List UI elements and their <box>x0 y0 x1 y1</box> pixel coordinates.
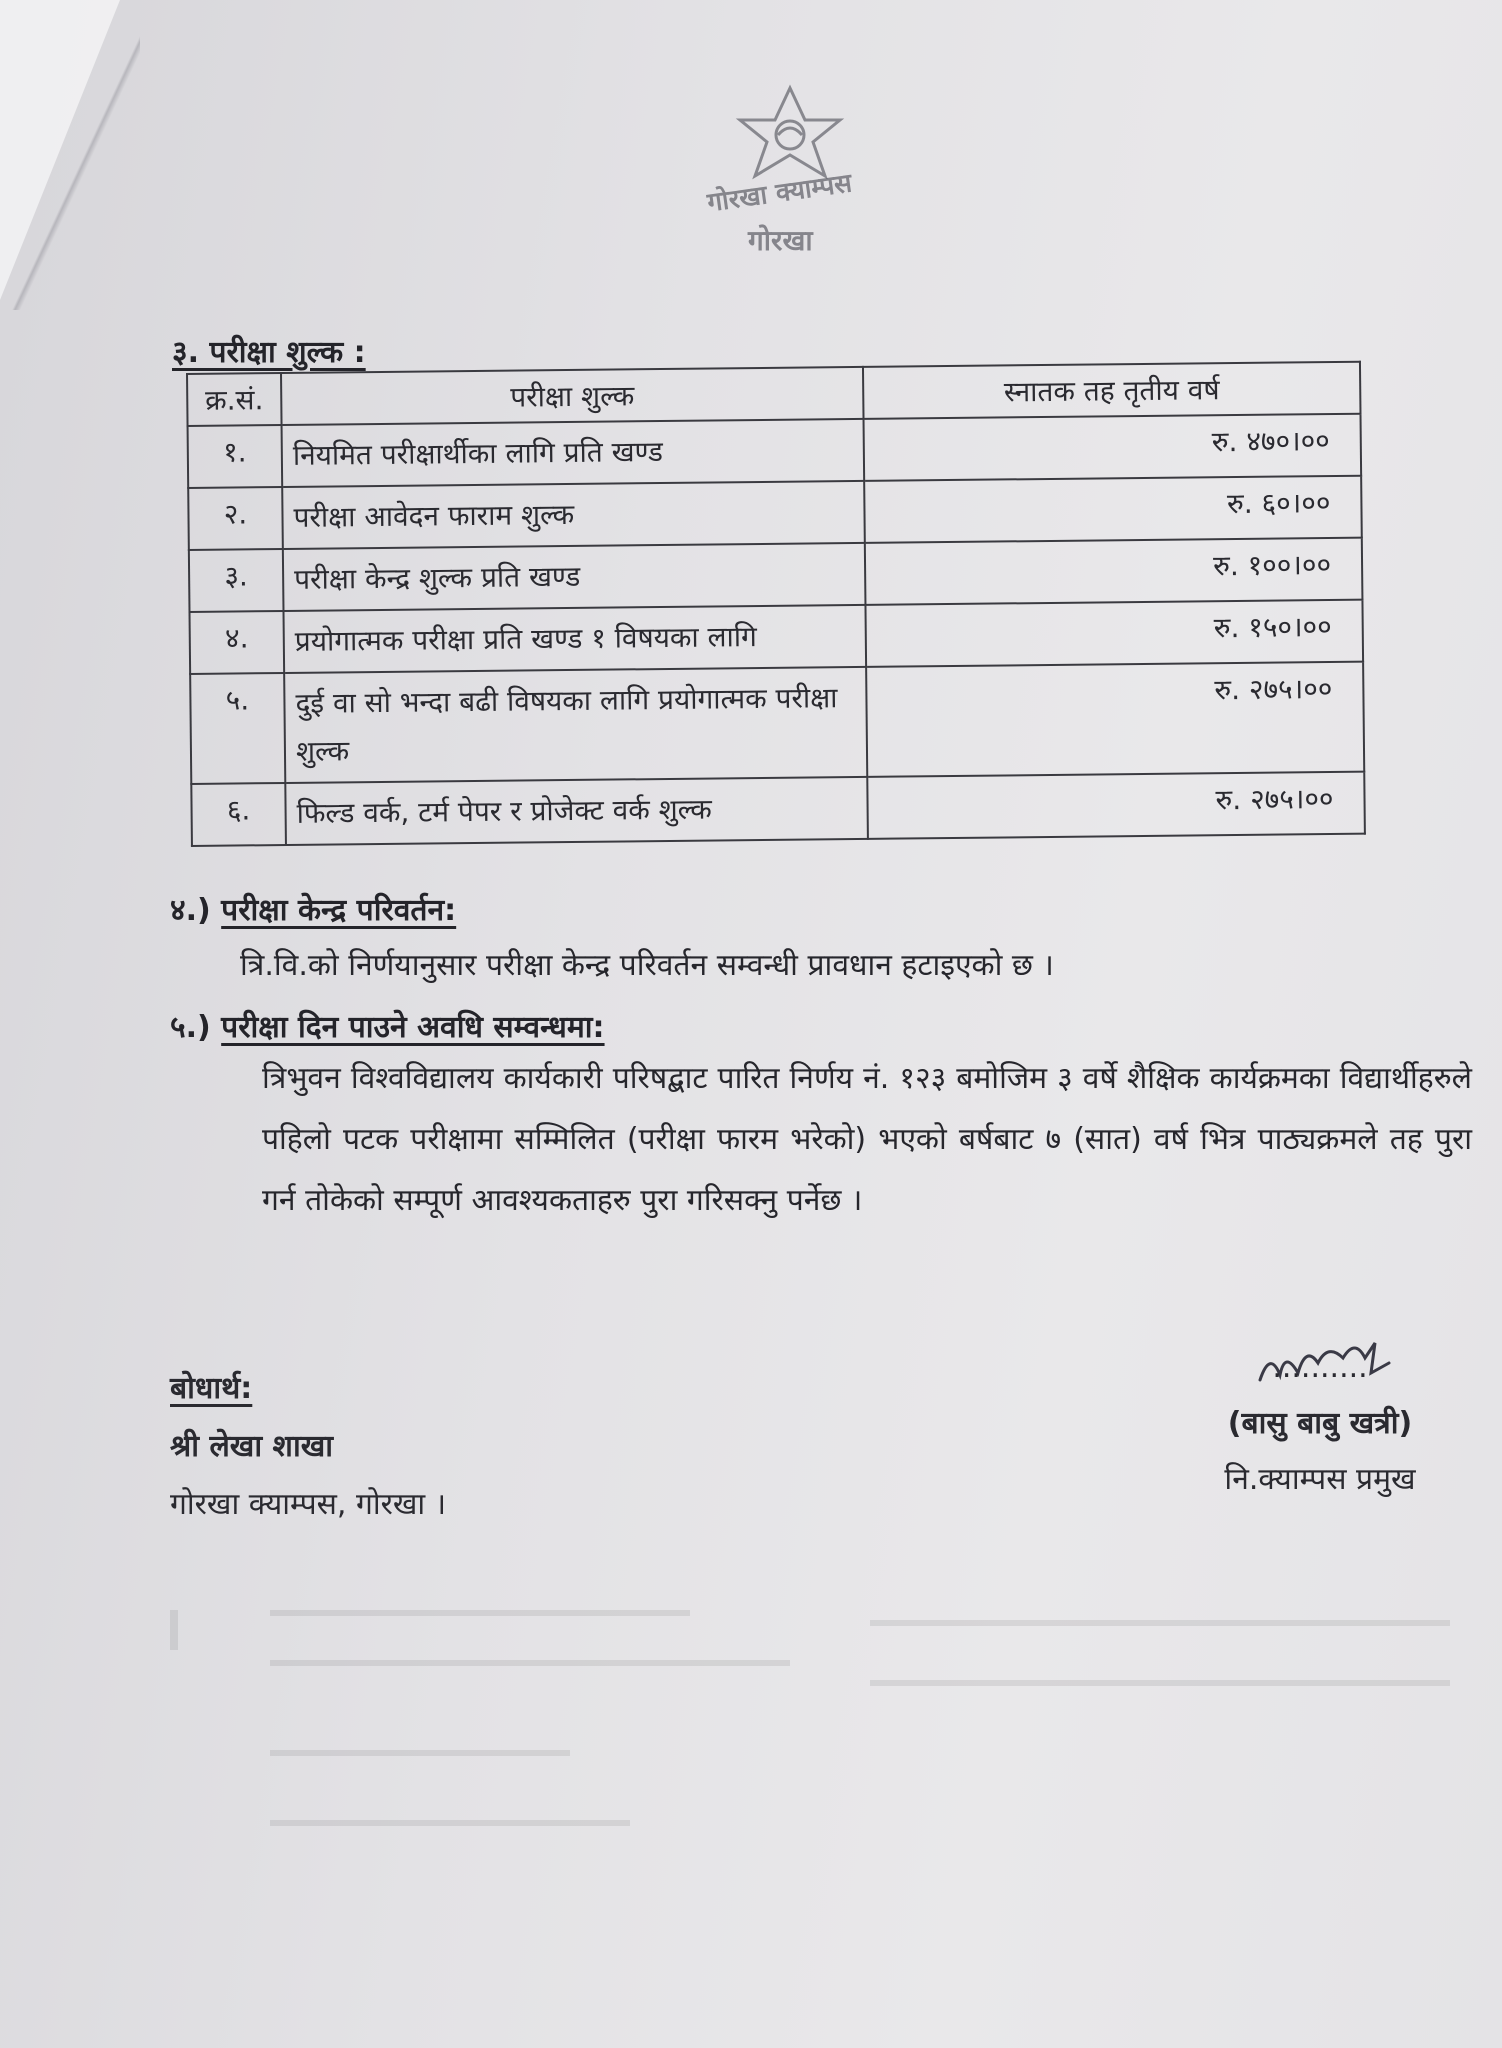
row-amount: रु. २७५।०० <box>866 662 1364 777</box>
row-serial: ४. <box>190 611 285 674</box>
row-serial: ६. <box>191 783 286 846</box>
section-5-title: परीक्षा दिन पाउने अवधि सम्वन्धमा: <box>221 1010 605 1045</box>
row-serial: ५. <box>190 673 285 784</box>
copy-to-block <box>170 1360 446 1534</box>
exam-fee-table <box>186 361 1366 847</box>
bleed-through-texture <box>170 1600 1470 1900</box>
row-serial: १. <box>188 425 283 488</box>
row-description: परीक्षा केन्द्र शुल्क प्रति खण्ड <box>283 543 866 611</box>
campus-seal <box>690 80 890 270</box>
section-4-text: त्रि.वि.को निर्णयानुसार परीक्षा केन्द्र परिवर्तन सम्वन्धी प्रावधान हटाइएको छ । <box>240 948 1054 983</box>
section-4-number: ४.) <box>170 893 211 928</box>
header-year: स्नातक तह तृतीय वर्ष <box>863 362 1361 419</box>
row-description: परीक्षा आवेदन फाराम शुल्क <box>282 481 865 549</box>
copy-to-heading: बोधार्थ: <box>170 1371 253 1406</box>
row-serial: ३. <box>189 549 284 612</box>
svg-text:गोरखा: गोरखा <box>748 224 813 257</box>
section-4-title: परीक्षा केन्द्र परिवर्तन: <box>221 893 457 928</box>
header-serial: क्र.सं. <box>187 373 282 426</box>
section-4-heading <box>170 888 456 929</box>
copy-to-line-2: गोरखा क्याम्पस, गोरखा । <box>170 1487 447 1522</box>
signatory-title: नि.क्याम्पस प्रमुख <box>1224 1462 1416 1497</box>
row-amount: रु. २७५।०० <box>867 772 1365 839</box>
section-5-heading <box>170 1005 605 1046</box>
row-amount: रु. ४७०।०० <box>864 414 1362 481</box>
row-amount: रु. ६०।०० <box>864 476 1362 543</box>
row-description: दुई वा सो भन्दा बढी विषयका लागि प्रयोगात्मक परीक्षा शुल्क <box>284 667 867 783</box>
section-5-text: त्रिभुवन विश्वविद्यालय कार्यकारी परिषद्बाट पारित निर्णय नं. १२३ बमोजिम ३ वर्षे शैक्षिक कार्यक्रमका विद्यार्थीहरुले पहिलो पटक परीक्षामा सम्मिलित (परीक्षा फारम भरेको) भएको बर्षबाट ७ (सात) वर्ष भित्र पाठ्यक्रमले तह पुरा गर्न तोकेको सम्पूर्ण आवश्यकताहरु पुरा गरिसक्नु पर्नेछ । <box>262 1061 1472 1218</box>
section-3-heading: ३. परीक्षा शुल्क : <box>172 335 366 370</box>
page-fold-crease <box>0 0 140 310</box>
row-description: फिल्ड वर्क, टर्म पेपर र प्रोजेक्ट वर्क शुल्क <box>285 777 868 845</box>
signature-dots: .......... <box>1272 1350 1368 1385</box>
header-fee: परीक्षा शुल्क <box>281 367 864 425</box>
row-description: प्रयोगात्मक परीक्षा प्रति खण्ड १ विषयका लागि <box>283 605 866 673</box>
row-description: नियमित परीक्षार्थीका लागि प्रति खण्ड <box>282 419 865 487</box>
table-row <box>191 772 1365 846</box>
signatory-name: (बासु बाबु खत्री) <box>1227 1406 1413 1441</box>
table-row <box>190 662 1364 784</box>
row-amount: रु. १५०।०० <box>865 600 1363 667</box>
row-serial: २. <box>188 487 283 550</box>
svg-text:गोरखा क्याम्पस: गोरखा क्याम्पस <box>705 168 854 219</box>
signatory-block <box>1180 1340 1460 1508</box>
section-5-number: ५.) <box>170 1010 211 1045</box>
row-amount: रु. १००।०० <box>865 538 1363 605</box>
copy-to-line-1: श्री लेखा शाखा <box>170 1429 334 1464</box>
